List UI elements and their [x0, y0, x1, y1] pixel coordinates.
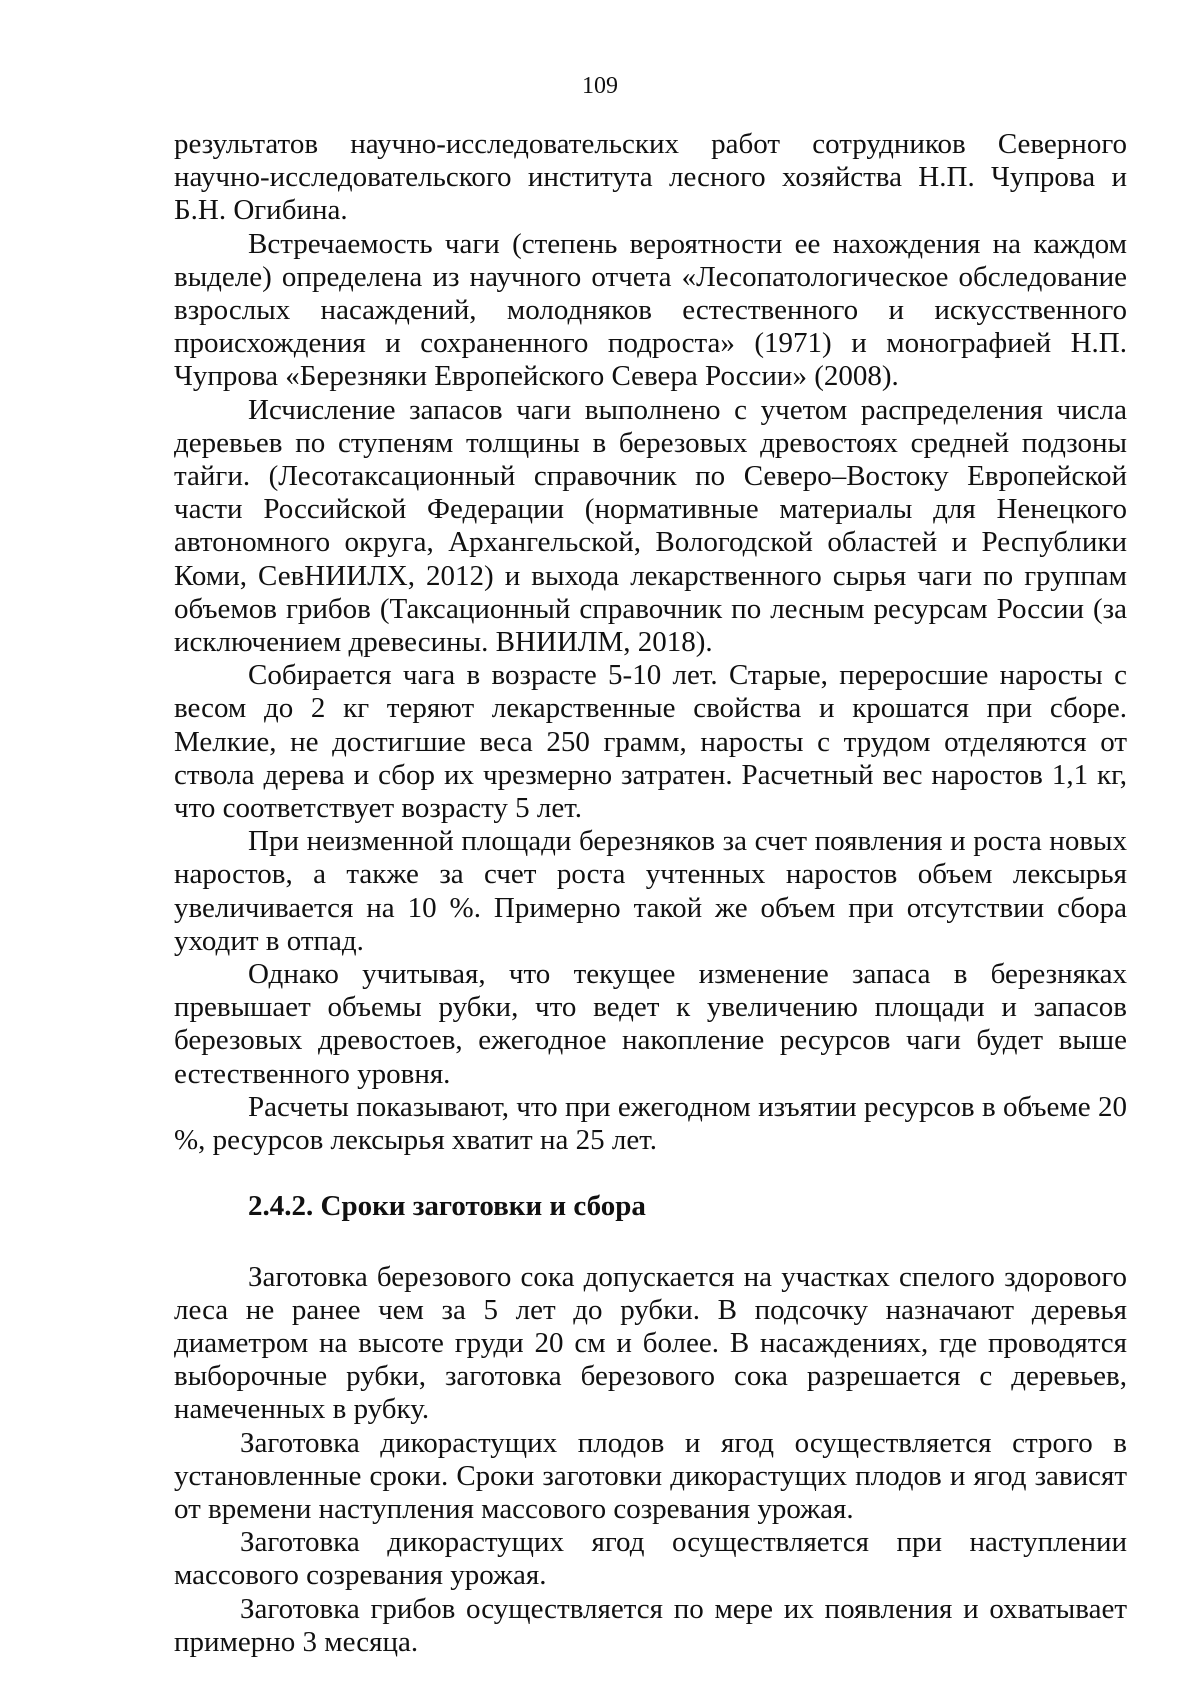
paragraph-chaga-collection-age: Собирается чага в возрасте 5-10 лет. Старые, переросшие наросты с весом до 2 кг теряют лекарственные свойства и крошатся при сборе. Мелкие, не достигшие веса 250 грамм, наросты с трудом отделяются от ствола дерева и сбор их чрезмерно затратен. Расчетный вес наростов 1,1 кг, что соответствует возрасту 5 лет. — [174, 659, 1127, 825]
paragraph-volume-increase: При неизменной площади березняков за счет появления и роста новых наростов, а также за счет роста учтенных наростов объем лексырья увеличивается на 10 %. Примерно такой же объем при отсутствии сбора уходит в отпад. — [174, 825, 1127, 957]
paragraph-mushrooms: Заготовка грибов осуществляется по мере их появления и охватывает примерно 3 месяца. — [174, 1592, 1127, 1658]
paragraph-fruits-berries: Заготовка дикорастущих плодов и ягод осуществляется строго в установленные сроки. Сроки заготовки дикорастущих плодов и ягод зависят от времени наступления массового созревания урожая. — [174, 1426, 1127, 1525]
paragraph-continuation: результатов научно-исследовательских работ сотрудников Северного научно-исследовательского института лесного хозяйства Н.П. Чупрова и Б.Н. Огибина. — [174, 128, 1127, 227]
paragraph-chaga-occurrence: Встречаемость чаги (степень вероятности ее нахождения на каждом выделе) определена из научного отчета «Лесопатологическое обследование взрослых насаждений, молодняков естественного и искусственного происхождения и сохраненного подроста» (1971) и монографией Н.П. Чупрова «Березняки Европейского Севера России» (2008). — [174, 227, 1127, 393]
paragraph-calculations: Расчеты показывают, что при ежегодном изъятии ресурсов в объеме 20 %, ресурсов лексырья хватит на 25 лет. — [174, 1090, 1127, 1157]
document-body — [174, 128, 1127, 1659]
paragraph-berries: Заготовка дикорастущих ягод осуществляется при наступлении массового созревания урожая. — [174, 1526, 1127, 1592]
section-heading: 2.4.2. Сроки заготовки и сбора — [248, 1190, 646, 1223]
paragraph-birch-sap: Заготовка березового сока допускается на участках спелого здорового леса не ранее чем за 5 лет до рубки. В подсочку назначают деревья диаметром на высоте груди 20 см и более. В насаждениях, где проводятся выборочные рубки, заготовка березового сока разрешается с деревьев, намеченных в рубку. — [174, 1260, 1127, 1426]
paragraph-chaga-reserves: Исчисление запасов чаги выполнено с учетом распределения числа деревьев по ступеням толщины в березовых древостоях средней подзоны тайги. (Лесотаксационный справочник по Северо–Востоку Европейской части Российской Федерации (нормативные материалы для Ненецкого автономного округа, Архангельской, Вологодской областей и Республики Коми, СевНИИЛХ, 2012) и выхода лекарственного сырья чаги по группам объемов грибов (Таксационный справочник по лесным ресурсам России (за исключением древесины. ВНИИЛМ, 2018). — [174, 393, 1127, 659]
page-number: 109 — [582, 73, 618, 99]
paragraph-resource-accumulation: Однако учитывая, что текущее изменение запаса в березняках превышает объемы рубки, что ведет к увеличению площади и запасов березовых древостоев, ежегодное накопление ресурсов чаги будет выше естественного уровня. — [174, 958, 1127, 1090]
